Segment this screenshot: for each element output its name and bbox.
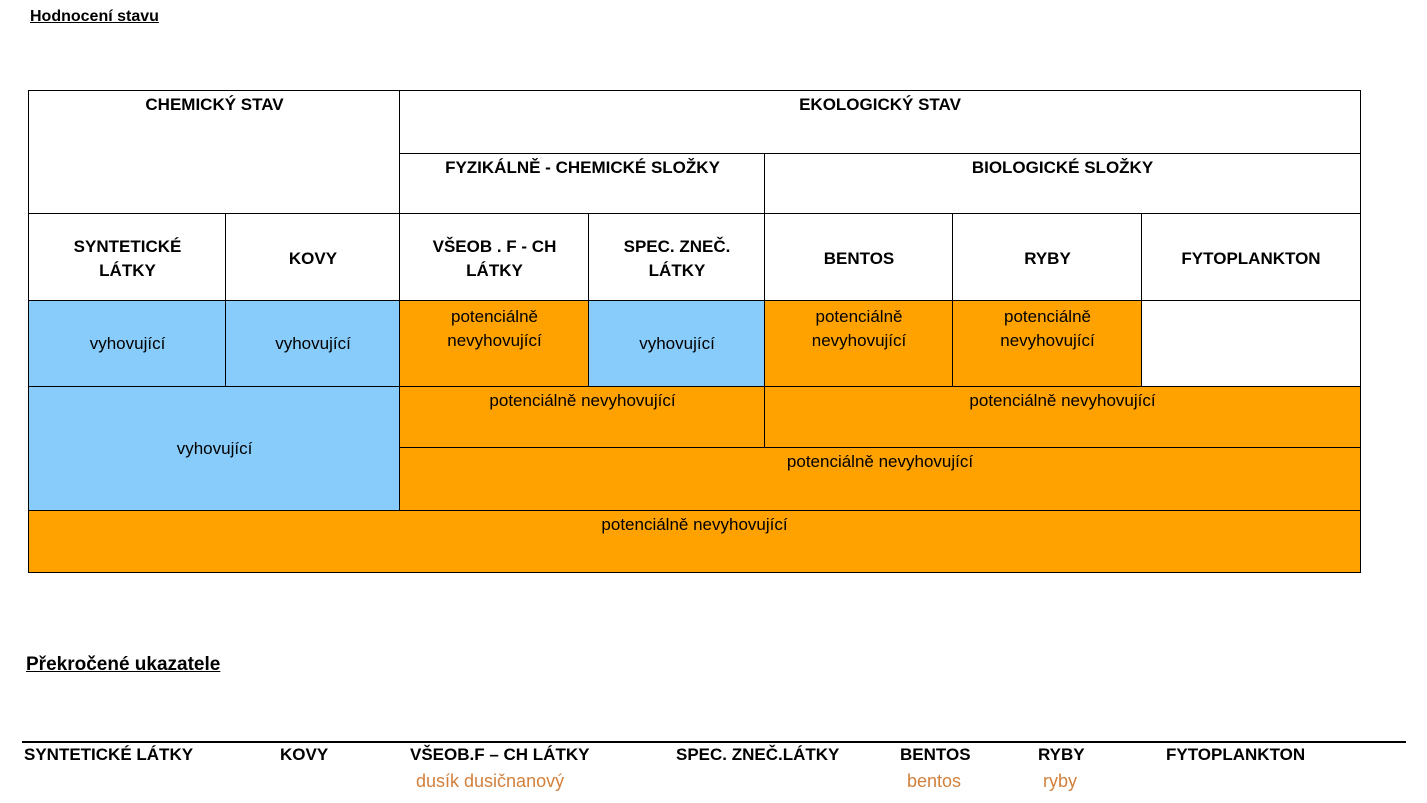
physchem-result: potenciálně nevyhovující [399, 386, 766, 449]
col-header-metals: KOVY [225, 213, 401, 302]
exceeded-value-benthos: bentos [907, 771, 962, 791]
col-header-general-fch [399, 213, 590, 302]
value-specific-poll: vyhovující [588, 300, 766, 388]
value-fish-label: potenciálně nevyhovující [1000, 307, 1095, 350]
exceeded-value-general-fch: dusík dusičnanový [416, 771, 565, 791]
col-header-synthetic [28, 213, 227, 302]
exceeded-header-specific-poll: SPEC. ZNEČ.LÁTKY [676, 745, 840, 764]
exceeded-header-synthetic: SYNTETICKÉ LÁTKY [24, 745, 194, 764]
col-header-specific-poll-label: SPEC. ZNEČ. LÁTKY [623, 236, 731, 280]
col-header-synthetic-label: SYNTETICKÉ LÁTKY [73, 236, 182, 280]
exceeded-header-metals: KOVY [280, 745, 329, 764]
exceeded-header-general-fch: VŠEOB.F – CH LÁTKY [410, 745, 590, 764]
ecological-state-header: EKOLOGICKÝ STAV [399, 90, 1361, 155]
chemical-state-header: CHEMICKÝ STAV [28, 90, 401, 215]
ecological-result: potenciálně nevyhovující [399, 447, 1361, 512]
col-header-specific-poll [588, 213, 766, 302]
col-header-general-fch-label: VŠEOB . F - CH LÁTKY [432, 236, 557, 280]
chemical-result: vyhovující [28, 386, 401, 512]
col-header-phytoplankton: FYTOPLANKTON [1141, 213, 1361, 302]
exceeded-header-fish: RYBY [1038, 745, 1085, 764]
exceeded-header-benthos: BENTOS [900, 745, 971, 764]
value-fish [952, 300, 1143, 388]
value-general-fch [399, 300, 590, 388]
divider [22, 741, 1406, 743]
bio-components-header: BIOLOGICKÉ SLOŽKY [764, 153, 1361, 215]
overall-result: potenciálně nevyhovující [28, 510, 1361, 573]
value-benthos-label: potenciálně nevyhovující [811, 307, 907, 350]
bio-result: potenciálně nevyhovující [764, 386, 1361, 449]
value-metals: vyhovující [225, 300, 401, 388]
value-phytoplankton [1141, 300, 1361, 388]
value-general-fch-label: potenciálně nevyhovující [447, 307, 542, 350]
exceeded-value-fish: ryby [1043, 771, 1078, 791]
value-benthos [764, 300, 954, 388]
col-header-benthos: BENTOS [764, 213, 954, 302]
value-synthetic: vyhovující [28, 300, 227, 388]
assessment-title: Hodnocení stavu [30, 8, 159, 25]
exceeded-title: Překročené ukazatele [26, 654, 221, 675]
physchem-components-header: FYZIKÁLNĚ - CHEMICKÉ SLOŽKY [399, 153, 766, 215]
col-header-fish: RYBY [952, 213, 1143, 302]
exceeded-header-phytoplankton: FYTOPLANKTON [1166, 745, 1306, 764]
